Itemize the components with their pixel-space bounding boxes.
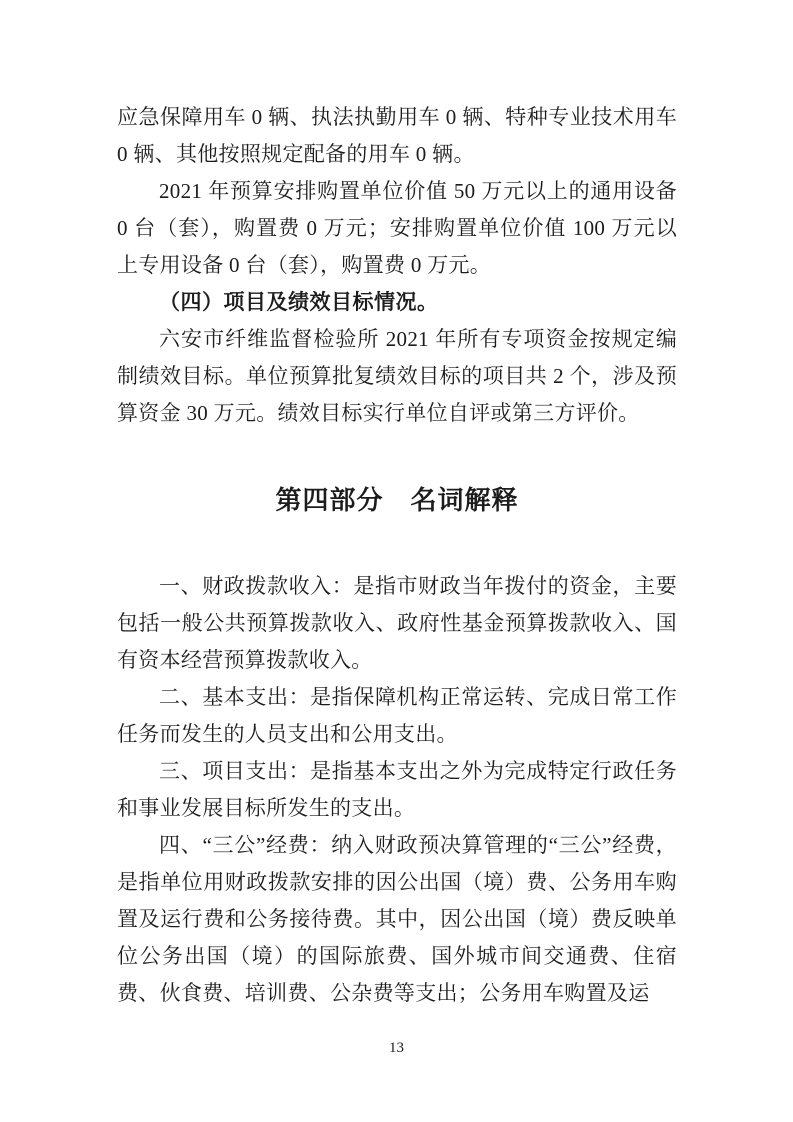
document-page [117, 99, 677, 1012]
paragraph-term-three-public-funds: 四、“三公”经费：纳入财政预决算管理的“三公”经费，是指单位用财政拨款安排的因公出国（境）费、公务用车购置及运行费和公务接待费。其中，因公出国（境）费反映单位公务出国（境）的国际旅费、国外城市间交通费、住宿费、伙食费、培训费、公杂费等支出；公务用车购置及运 [117, 833, 677, 1005]
paragraph-term-basic-expenditure: 二、基本支出：是指保障机构正常运转、完成日常工作任务而发生的人员支出和公用支出。 [117, 685, 677, 746]
paragraph-vehicles-continuation: 应急保障用车 0 辆、执法执勤用车 0 辆、特种专业技术用车 0 辆、其他按照规定配备的用车 0 辆。 [117, 105, 677, 166]
paragraph-performance-targets: 六安市纤维监督检验所 2021 年所有专项资金按规定编制绩效目标。单位预算批复绩效目标的项目共 2 个，涉及预算资金 30 万元。绩效目标实行单位自评或第三方评价。 [117, 327, 677, 425]
paragraph-equipment-purchase: 2021 年预算安排购置单位价值 50 万元以上的通用设备 0 台（套），购置费 0 万元；安排购置单位价值 100 万元以上专用设备 0 台（套），购置费 0 万元。 [117, 179, 677, 277]
section-title-part-four: 第四部分 名词解释 [275, 485, 519, 515]
page-number: 13 [389, 1040, 404, 1056]
paragraph-term-fiscal-appropriation-income: 一、财政拨款收入：是指市财政当年拨付的资金，主要包括一般公共预算拨款收入、政府性基金预算拨款收入、国有资本经营预算拨款收入。 [117, 574, 677, 672]
paragraph-term-project-expenditure: 三、项目支出：是指基本支出之外为完成特定行政任务和事业发展目标所发生的支出。 [117, 759, 677, 820]
subheading-project-performance: （四）项目及绩效目标情况。 [159, 291, 439, 314]
